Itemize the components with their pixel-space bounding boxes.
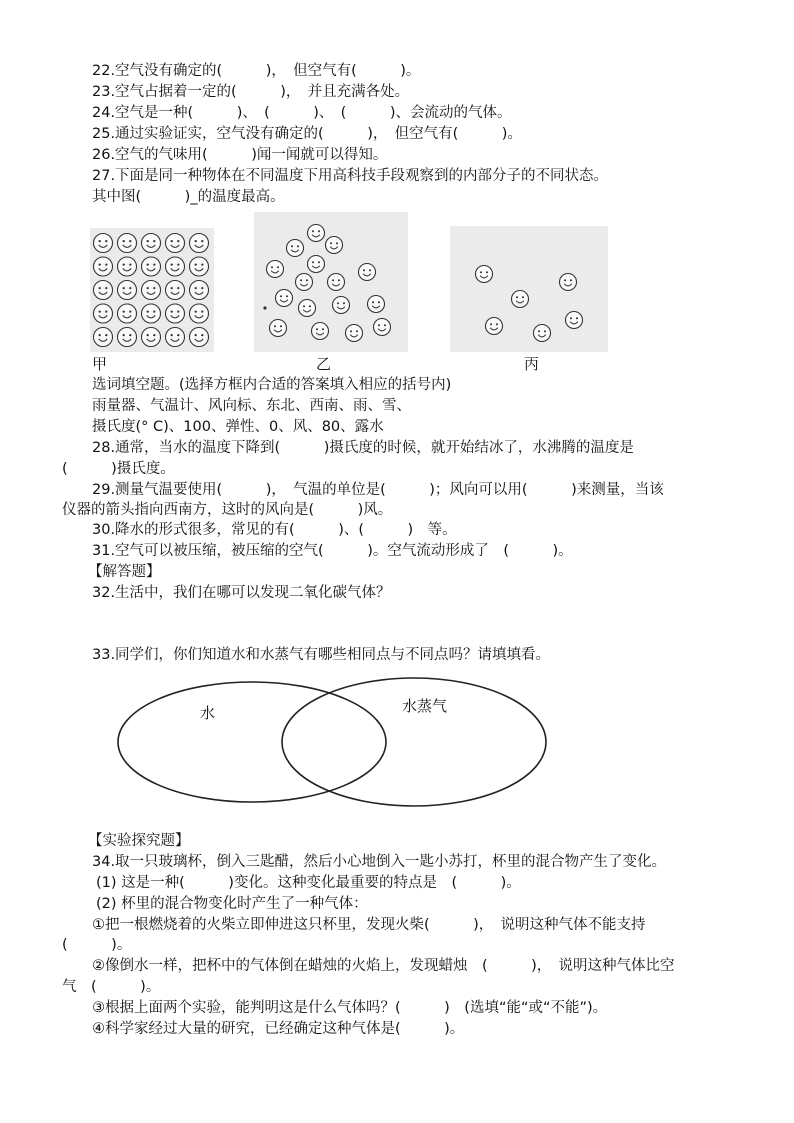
smiley-face-icon [142,281,161,300]
question-26: 26.空气的气味用( )闻一闻就可以得知。 [92,147,388,163]
smiley-face-icon [94,257,113,276]
word-bank-line2: 摄氏度(° C)、100、弹性、0、风、80、露水 [92,419,384,435]
smiley-face-icon [190,281,209,300]
fill-in-title: 选词填空题。(选择方框内合适的答案填入相应的括号内) [92,377,452,393]
figure-yi-molecules [254,212,408,352]
smiley-face-icon [142,234,161,253]
smiley-face-icon [308,256,325,273]
question-30: 30.降水的形式很多，常见的有( )、( ) 等。 [92,522,457,538]
caption-bing: 丙 [524,355,540,373]
smiley-face-icon [326,237,343,254]
question-34-item2-line1: ②像倒水一样，把杯中的气体倒在蜡烛的火焰上，发现蜡烛 ( )， 说明这种气体比空 [92,958,675,974]
smiley-face-icon [566,312,583,329]
smiley-face-icon [94,328,113,347]
smiley-face-icon [267,261,284,278]
smiley-face-icon [374,319,391,336]
question-28-line2: ( )摄氏度。 [62,461,175,477]
figure-yi-panel [254,212,408,352]
smiley-face-icon [166,281,185,300]
smiley-face-icon [328,274,345,291]
question-29-line2: 仪器的箭头指向西南方，这时的风向是( )风。 [62,502,393,518]
question-34-item1-line1: ①把一根燃烧着的火柴立即伸进这只杯里，发现火柴( )， 说明这种气体不能支持 [92,917,646,933]
smiley-face-icon [94,281,113,300]
section-experiment-header: 【实验探究题】 [88,833,190,849]
question-27-line1: 27.下面是同一种物体在不同温度下用高科技手段观察到的内部分子的不同状态。 [92,168,609,184]
caption-jia: 甲 [92,355,108,373]
question-34-part1: (1) 这是一种( )变化。这种变化最重要的特点是 ( )。 [96,875,521,891]
smiley-face-icon [118,281,137,300]
question-24: 24.空气是一种( )、 ( )、 ( )、会流动的气体。 [92,105,512,121]
smiley-face-icon [118,328,137,347]
smiley-face-icon [190,234,209,253]
smiley-face-icon [287,240,304,257]
smiley-face-icon [308,225,325,242]
question-34-part2: (2) 杯里的混合物变化时产生了一种气体： [96,896,368,912]
smiley-face-icon [346,325,363,342]
question-32: 32.生活中，我们在哪可以发现二氧化碳气体？ [92,585,391,601]
smiley-face-icon [166,328,185,347]
question-22: 22.空气没有确定的( )， 但空气有( )。 [92,63,421,79]
smiley-face-icon [190,328,209,347]
venn-label-water: 水 [200,704,216,722]
smiley-face-icon [276,290,293,307]
smiley-face-icon [299,300,316,317]
smiley-face-icon [94,304,113,323]
question-28-line1: 28.通常，当水的温度下降到( )摄氏度的时候，就开始结冰了，水沸腾的温度是 [92,440,634,456]
smiley-face-icon [118,257,137,276]
question-34-item1-line2: ( )。 [62,937,132,953]
smiley-face-icon [512,291,529,308]
smiley-face-icon [118,234,137,253]
caption-yi: 乙 [316,355,332,373]
question-34-item3: ③根据上面两个实验，能判明这是什么气体吗？( ) (选填“能“或“不能”)。 [92,1000,608,1016]
question-23: 23.空气占据着一定的( )， 并且充满各处。 [92,84,410,100]
smiley-face-icon [118,304,137,323]
question-34: 34.取一只玻璃杯，倒入三匙醋，然后小心地倒入一匙小苏打，杯里的混合物产生了变化。 [92,854,667,870]
figure-jia-molecules [90,228,214,352]
smiley-face-icon [166,304,185,323]
smiley-face-icon [190,304,209,323]
figure-bing-molecules [450,226,608,352]
smiley-face-icon [270,320,287,337]
question-31: 31.空气可以被压缩，被压缩的空气( )。空气流动形成了 ( )。 [92,543,573,559]
question-29-line1: 29.测量气温要使用( )， 气温的单位是( )；风向可以用( )来测量，当该 [92,482,664,498]
question-34-item4: ④科学家经过大量的研究，已经确定这种气体是( )。 [92,1021,465,1037]
smiley-face-icon [142,328,161,347]
figure-jia-panel [90,228,214,352]
figure-bing-panel [450,226,608,352]
smiley-face-icon [486,318,503,335]
smiley-face-icon [94,234,113,253]
question-34-item2-line2: 气 ( )。 [62,979,161,995]
smiley-face-icon [166,257,185,276]
smiley-face-icon [534,325,551,342]
smiley-face-icon [190,257,209,276]
question-27-line2: 其中图( )_的温度最高。 [92,189,285,205]
smiley-face-icon [296,274,313,291]
question-33: 33.同学们，你们知道水和水蒸气有哪些相同点与不同点吗？请填填看。 [92,647,551,663]
section-answer-header: 【解答题】 [88,564,161,580]
venn-diagram [110,674,554,814]
smiley-face-icon [142,257,161,276]
smiley-face-icon [476,266,493,283]
word-bank-line1: 雨量器、气温计、风向标、东北、西南、雨、雪、 [92,398,411,414]
smiley-face-icon [142,304,161,323]
stray-dot [263,306,266,309]
smiley-face-icon [166,234,185,253]
smiley-face-icon [560,274,577,291]
smiley-face-icon [312,323,329,340]
venn-label-steam: 水蒸气 [402,697,448,715]
smiley-face-icon [359,264,376,281]
question-25: 25.通过实验证实，空气没有确定的( )， 但空气有( )。 [92,126,522,142]
smiley-face-icon [333,297,350,314]
venn-circle-water [118,682,386,802]
smiley-face-icon [368,296,385,313]
